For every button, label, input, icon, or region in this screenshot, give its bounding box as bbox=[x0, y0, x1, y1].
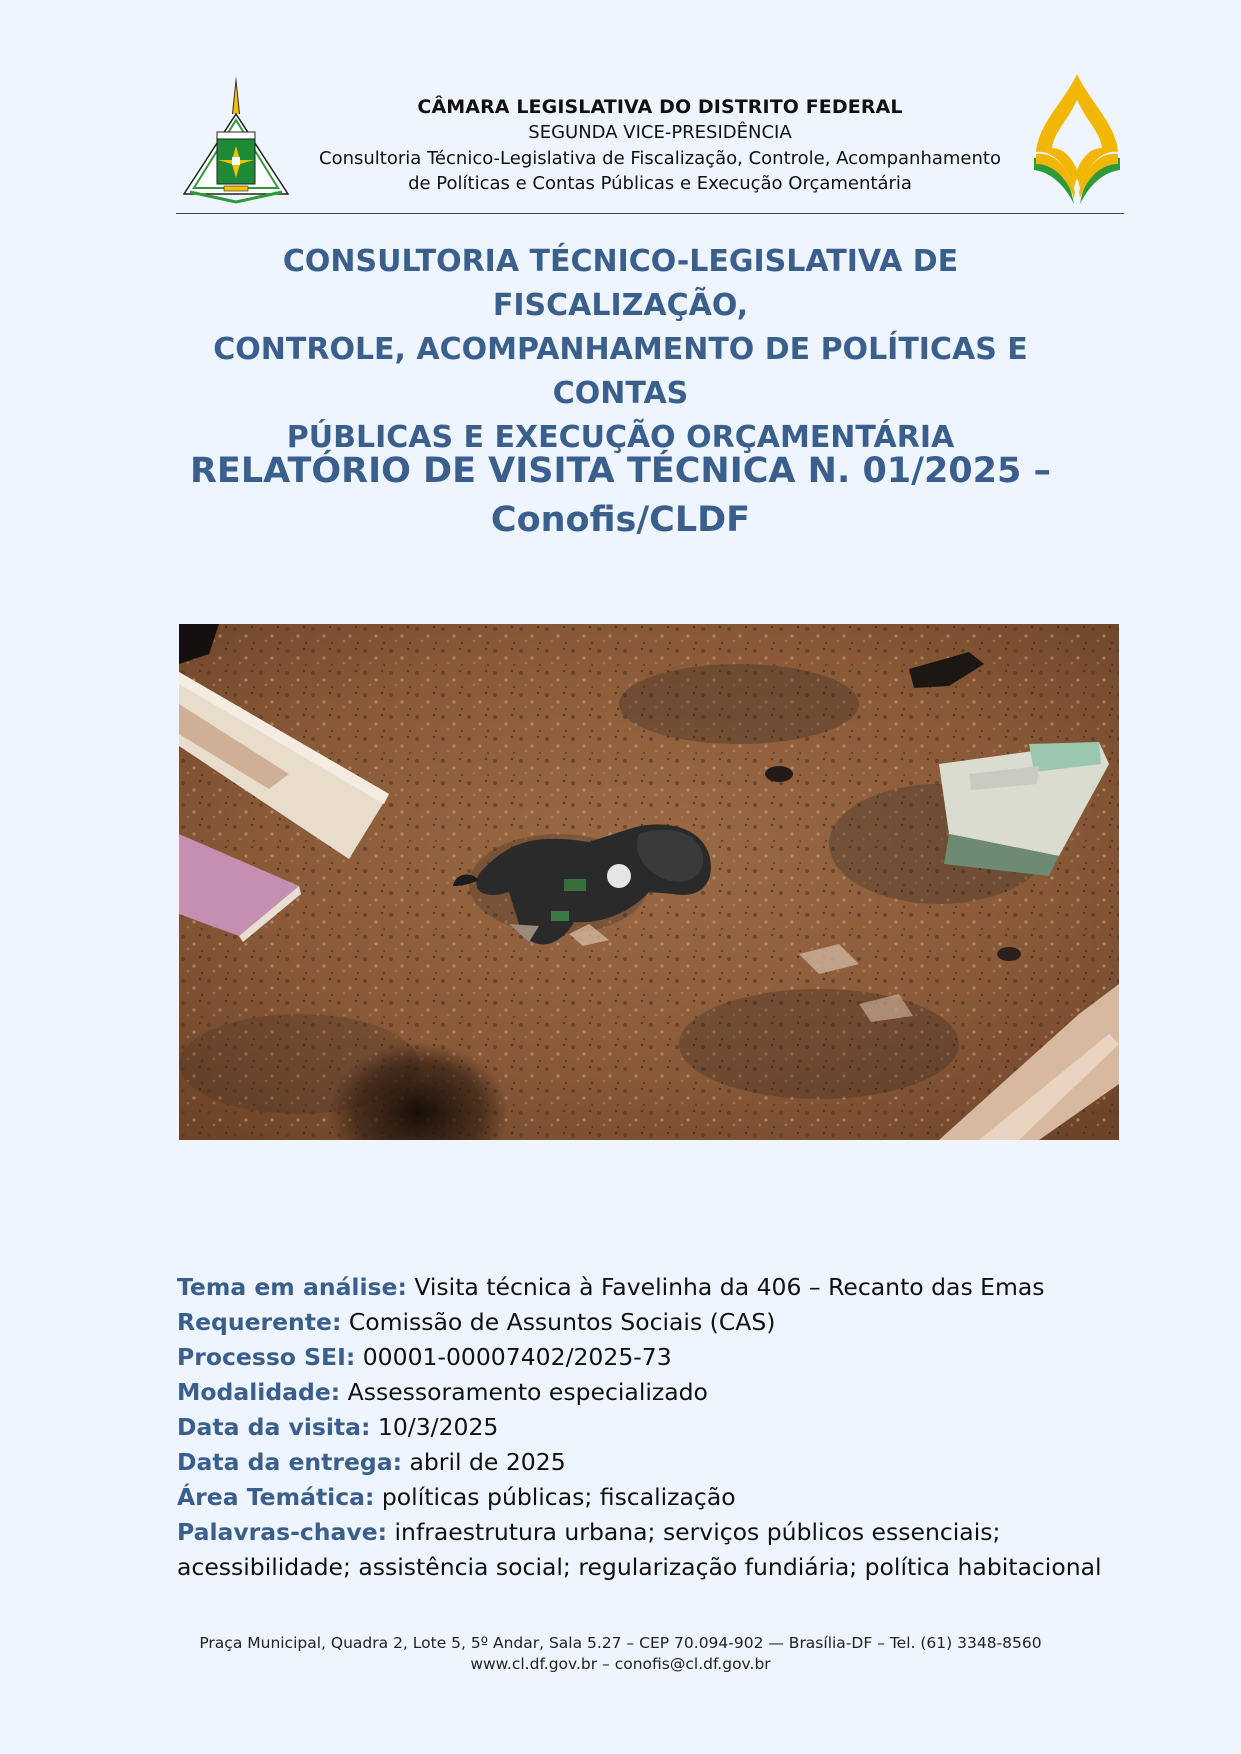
department-title bbox=[160, 240, 1081, 460]
institution-name: CÂMARA LEGISLATIVA DO DISTRITO FEDERAL bbox=[417, 96, 903, 118]
metadata-value: 10/3/2025 bbox=[370, 1413, 499, 1441]
department-title-line-1: CONSULTORIA TÉCNICO-LEGISLATIVA DE FISCALIZAÇÃO, bbox=[282, 244, 959, 323]
metadata-row-delivery-date bbox=[177, 1445, 1132, 1480]
cover-photo-image bbox=[179, 624, 1119, 1140]
cldf-logo-icon bbox=[1030, 72, 1124, 206]
report-title-line-2: Conofis/CLDF bbox=[490, 500, 751, 540]
coat-of-arms-icon bbox=[180, 74, 292, 206]
metadata-value: Assessoramento especializado bbox=[340, 1378, 708, 1406]
vice-presidency: SEGUNDA VICE-PRESIDÊNCIA bbox=[528, 122, 792, 143]
metadata-label: Modalidade: bbox=[177, 1378, 341, 1406]
footer-address: Praça Municipal, Quadra 2, Lote 5, 5º Andar, Sala 5.27 – CEP 70.094-902 — Brasília-DF – Tel. (61) 3348-8560 bbox=[199, 1634, 1042, 1652]
report-metadata bbox=[177, 1270, 1132, 1585]
cover-photo bbox=[179, 624, 1119, 1140]
metadata-row-keywords bbox=[177, 1515, 1132, 1585]
metadata-label: Data da visita: bbox=[177, 1413, 371, 1441]
report-title bbox=[160, 447, 1081, 545]
metadata-value: abril de 2025 bbox=[402, 1448, 566, 1476]
metadata-row-requester bbox=[177, 1305, 1132, 1340]
metadata-row-visit-date bbox=[177, 1410, 1132, 1445]
metadata-label: Área Temática: bbox=[177, 1483, 375, 1511]
metadata-label: Palavras-chave: bbox=[177, 1518, 388, 1546]
metadata-value: Comissão de Assuntos Sociais (CAS) bbox=[341, 1308, 776, 1336]
metadata-value: políticas públicas; fiscalização bbox=[374, 1483, 736, 1511]
metadata-label: Data da entrega: bbox=[177, 1448, 403, 1476]
metadata-label: Tema em análise: bbox=[177, 1273, 407, 1301]
metadata-row-theme bbox=[177, 1270, 1132, 1305]
department-title-line-2: CONTROLE, ACOMPANHAMENTO DE POLÍTICAS E CONTAS bbox=[213, 332, 1028, 411]
letterhead-text bbox=[296, 94, 1024, 196]
page-footer bbox=[160, 1633, 1081, 1675]
metadata-row-process bbox=[177, 1340, 1132, 1375]
metadata-value: 00001-00007402/2025-73 bbox=[355, 1343, 672, 1371]
metadata-label: Requerente: bbox=[177, 1308, 342, 1336]
metadata-row-thematic-area bbox=[177, 1480, 1132, 1515]
letterhead bbox=[176, 70, 1124, 214]
footer-contact: www.cl.df.gov.br – conofis@cl.df.gov.br bbox=[470, 1655, 771, 1673]
report-title-line-1: RELATÓRIO DE VISITA TÉCNICA N. 01/2025 – bbox=[189, 451, 1052, 491]
metadata-value: infraestrutura urbana; serviços públicos essenciais; acessibilidade; assistência social; regularização fundiária; política habitacional bbox=[177, 1518, 1102, 1581]
header-divider bbox=[176, 213, 1124, 214]
consultancy-line-2: de Políticas e Contas Públicas e Execução Orçamentária bbox=[408, 173, 912, 194]
consultancy-line-1: Consultoria Técnico-Legislativa de Fiscalização, Controle, Acompanhamento bbox=[319, 148, 1001, 169]
metadata-row-modality bbox=[177, 1375, 1132, 1410]
department-title-line-3: PÚBLICAS E EXECUÇÃO ORÇAMENTÁRIA bbox=[286, 420, 955, 455]
metadata-label: Processo SEI: bbox=[177, 1343, 356, 1371]
metadata-value: Visita técnica à Favelinha da 406 – Recanto das Emas bbox=[406, 1273, 1045, 1301]
